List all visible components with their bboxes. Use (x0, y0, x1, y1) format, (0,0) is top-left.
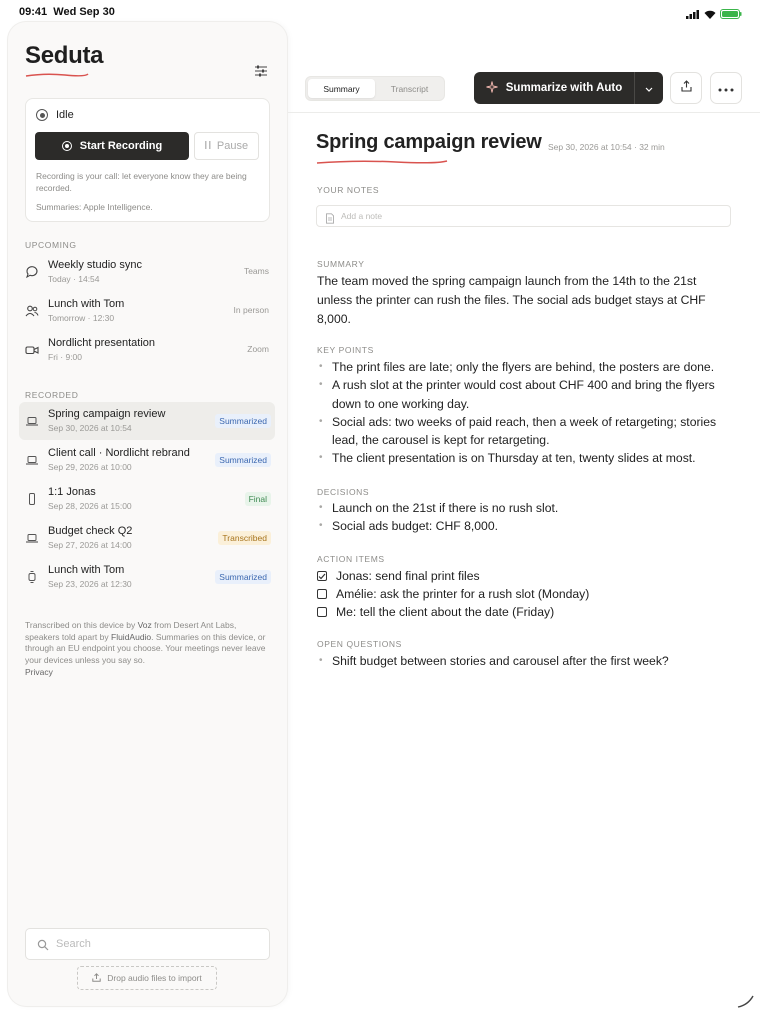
laptop-icon (25, 531, 39, 545)
title-underline (316, 158, 448, 166)
chat-bubble-icon (25, 265, 39, 279)
title-underline (25, 72, 89, 78)
watch-icon (25, 570, 39, 584)
decision: • Social ads budget: CHF 8,000. (317, 517, 732, 535)
voz-link[interactable]: Voz (137, 620, 152, 630)
action-item: Me: tell the client about the date (Friday) (317, 603, 732, 621)
open-question: • Shift budget between stories and carousel after the first week? (317, 652, 732, 670)
document-title: Spring campaign review (316, 131, 542, 153)
action-item: Amélie: ask the printer for a rush slot (Monday) (317, 585, 732, 603)
cellular-signal-icon (686, 6, 700, 24)
meeting-platform: Zoom (247, 344, 269, 354)
key-point: • Social ads: two weeks of paid reach, then a week of retargeting; stories lead, the carousel is kept for retargeting. (317, 413, 732, 450)
key-point: • The print files are late; only the flyers are behind, the posters are done. (317, 358, 732, 376)
search-input[interactable] (56, 929, 256, 959)
share-icon (681, 79, 692, 97)
sliders-icon[interactable] (254, 64, 268, 78)
note-field[interactable] (316, 205, 731, 227)
fluidaudio-link[interactable]: FluidAudio (111, 631, 152, 642)
meeting-platform: In person (233, 305, 269, 315)
share-button[interactable] (670, 72, 702, 104)
summarize-button-group (474, 72, 663, 104)
decisions-heading: DECISIONS (317, 487, 370, 497)
key-points-heading: KEY POINTS (317, 345, 374, 355)
recorded-heading: RECORDED (25, 390, 79, 400)
view-switcher (305, 76, 445, 101)
battery-icon (720, 6, 742, 24)
toolbar-divider (288, 112, 760, 113)
status-bar (0, 0, 760, 24)
sparkle-icon (486, 81, 498, 96)
sidebar (8, 22, 287, 1006)
summaries-provider: Summaries: Apple Intelligence. (36, 202, 153, 212)
record-status-icon (36, 109, 48, 121)
privacy-link[interactable]: Privacy (25, 666, 53, 677)
checkbox[interactable] (317, 589, 327, 599)
open-questions-heading: OPEN QUESTIONS (317, 639, 402, 649)
action-items-list (317, 567, 732, 621)
upcoming-item[interactable]: Lunch with Tom Tomorrow · 12:30 In person (19, 292, 275, 330)
recording-item[interactable]: Budget check Q2 Sep 27, 2026 at 14:00 Transcribed (19, 519, 275, 557)
key-points-list (317, 358, 732, 468)
privacy-note: Transcribed on this device by Voz from Desert Ant Labs, speakers told apart by FluidAudio. Summaries on this device, or through an EU endpoint you choose. Your meetings never leave your devices unless you say so. Privacy (25, 620, 266, 677)
pause-icon (205, 140, 211, 152)
drop-audio-zone[interactable]: Drop audio files to import (77, 966, 217, 990)
key-point: • A rush slot at the printer would cost about CHF 400 and bring the flyers down to one working day. (317, 376, 732, 413)
summary-text: The team moved the spring campaign launch from the 14th to the 21st unless the printer can rush the files. The social ads budget stays at CHF 8,000. (317, 274, 706, 326)
decisions-list (317, 499, 732, 536)
more-options-button[interactable] (710, 72, 742, 104)
decision: • Launch on the 21st if there is no rush slot. (317, 499, 732, 517)
chevron-down-icon (645, 79, 653, 97)
recording-item[interactable]: 1:1 Jonas Sep 28, 2026 at 15:00 Final (19, 480, 275, 518)
status-badge: Summarized (215, 570, 271, 584)
search-field[interactable] (25, 928, 270, 960)
tab-transcript[interactable]: Transcript (390, 83, 429, 94)
status-badge: Transcribed (218, 531, 271, 545)
ellipsis-icon (718, 79, 734, 97)
people-icon (25, 304, 39, 318)
status-badge: Final (245, 492, 271, 506)
status-badge: Summarized (215, 453, 271, 467)
pause-button[interactable]: Pause (194, 132, 259, 160)
recording-item[interactable]: Client call · Nordlicht rebrand Sep 29, 2026 at 10:00 Summarized (19, 441, 275, 479)
wifi-icon (704, 6, 716, 24)
status-icons (686, 6, 742, 24)
recording-item[interactable]: Spring campaign review Sep 30, 2026 at 10:54 Summarized (19, 402, 275, 440)
summarize-options-button[interactable] (635, 72, 663, 104)
document-meta: Sep 30, 2026 at 10:54 · 32 min (548, 142, 665, 152)
recorder-card (25, 98, 270, 222)
upload-icon (92, 973, 101, 984)
action-item: Jonas: send final print files (317, 567, 732, 585)
resize-handle-icon[interactable] (736, 990, 756, 1010)
app-title: Seduta (25, 42, 104, 69)
meeting-platform: Teams (243, 266, 269, 276)
recording-consent-note: Recording is your call: let everyone know they are being recorded. (36, 171, 247, 193)
action-items-heading: ACTION ITEMS (317, 554, 385, 564)
laptop-icon (25, 414, 39, 428)
upcoming-item[interactable]: Weekly studio sync Today · 14:54 Teams (19, 253, 275, 291)
notes-heading: YOUR NOTES (317, 185, 380, 195)
search-icon (37, 938, 49, 950)
checkbox-checked[interactable] (317, 571, 327, 581)
recording-item[interactable]: Lunch with Tom Sep 23, 2026 at 12:30 Summarized (19, 558, 275, 596)
recorder-status: Idle (36, 109, 74, 121)
record-icon (62, 141, 72, 151)
status-badge: Summarized (215, 414, 271, 428)
laptop-icon (25, 453, 39, 467)
status-time: 09:41 Wed Sep 30 (19, 6, 115, 18)
key-point: • The client presentation is on Thursday at ten, twenty slides at most. (317, 449, 732, 467)
checkbox[interactable] (317, 607, 327, 617)
note-input[interactable] (341, 206, 721, 226)
summarize-button[interactable]: Summarize with Auto (474, 72, 634, 104)
phone-icon (25, 492, 39, 506)
upcoming-heading: UPCOMING (25, 240, 77, 250)
video-camera-icon (25, 343, 39, 357)
upcoming-item[interactable]: Nordlicht presentation Fri · 9:00 Zoom (19, 331, 275, 369)
note-icon (325, 211, 335, 222)
summary-heading: SUMMARY (317, 259, 365, 269)
start-recording-button[interactable]: Start Recording (35, 132, 189, 160)
open-questions-list (317, 652, 732, 670)
tab-summary[interactable]: Summary (308, 79, 375, 98)
